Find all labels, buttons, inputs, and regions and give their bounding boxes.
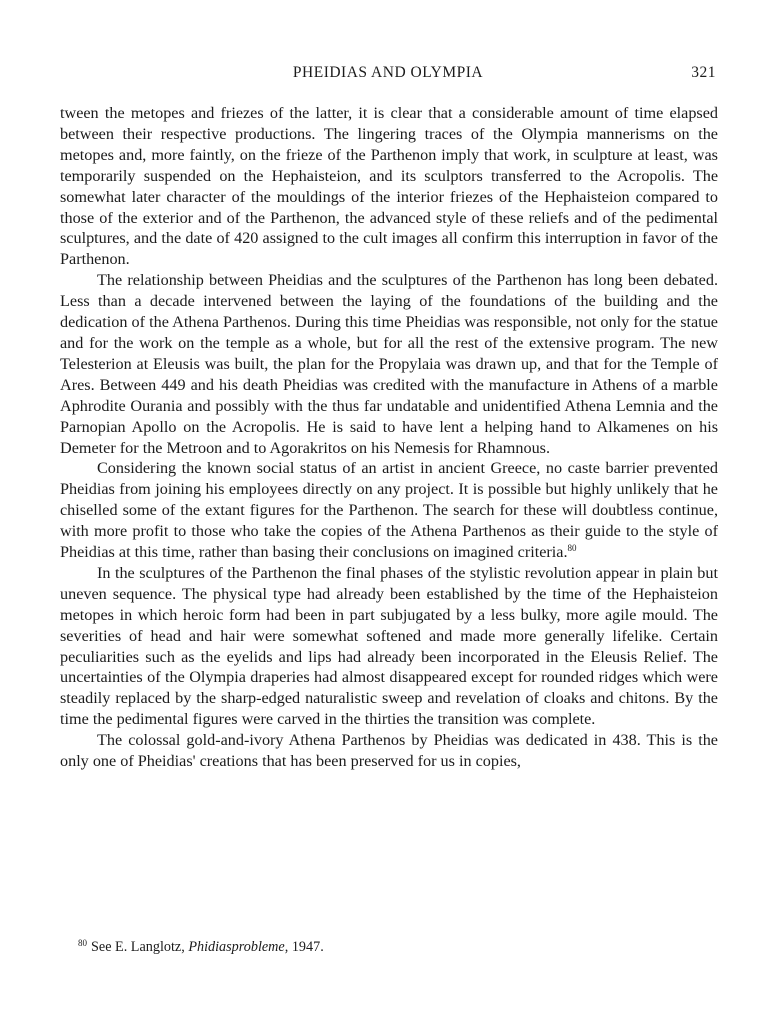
running-title: PHEIDIAS AND OLYMPIA	[292, 64, 484, 81]
footnote-number: 80	[78, 938, 87, 948]
paragraph-2	[60, 270, 718, 458]
paragraph-5	[60, 730, 718, 772]
paragraph-text: Considering the known social status of an artist in ancient Greece, no caste barrier prevented Pheidias from joining his employees directly on any project. It is possible but highly unlikely that he chiselled some of the extant figures for the Parthenon. The search for these will doubtless continue, with more profit to those who take the copies of the Athena Parthenos as their guide to the style of Pheidias at this time, rather than basing their conclusions on imagined criteria.	[60, 459, 718, 562]
footnote-title: Phidiasprobleme	[188, 939, 285, 955]
paragraph-text: The relationship between Pheidias and the sculptures of the Parthenon has long been debated. Less than a decade intervened between the laying of the foundations of the building and the dedication of the Athena Parthenos. During this time Pheidias was responsible, not only for the statue and for the work on the temple as a whole, but for all the rest of the extensive program. The new Telesterion at Eleusis was built, the plan for the Propylaia was drawn up, and that for the Temple of Ares. Between 449 and his death Pheidias was credited with the manufacture in Athens of a marble Aphrodite Ourania and possibly with the thus far undatable and unidentified Athena Lemnia and the Parnopian Apollo on the Acropolis. He is said to have lent a helping hand to Alkamenes on his Demeter for the Metroon and to Agorakritos on his Nemesis for Rhamnous.	[60, 271, 718, 457]
footnote-suffix: , 1947.	[284, 939, 324, 955]
footnote-prefix: See E. Langlotz,	[91, 939, 185, 955]
footnote-reference[interactable]: 80	[567, 543, 577, 554]
body-text	[60, 103, 718, 772]
paragraph-text: The colossal gold-and-ivory Athena Parthenos by Pheidias was dedicated in 438. This is the only one of Pheidias' creations that has been preserved for us in copies,	[60, 731, 718, 771]
paragraph-text: In the sculptures of the Parthenon the final phases of the stylistic revolution appear in plain but uneven sequence. The physical type had already been established by the time of the Hephaisteion metopes in which heroic form had been in part subjugated by a less bulky, more agile mould. The severities of head and hair were somewhat softened and made more generally lifelike. Certain peculiarities such as the eyelids and lips had already been incorporated in the Eleusis Relief. The uncertainties of the Olympia draperies had almost disappeared except for rounded ridges which were steadily replaced by the sharp-edged naturalistic sweep and revelation of cloaks and chitons. By the time the pedimental figures were carved in the thirties the transition was complete.	[60, 563, 718, 729]
paragraph-text: tween the metopes and friezes of the latter, it is clear that a considerable amount of time elapsed between their respective productions. The lingering traces of the Olympia mannerisms on the metopes and, more faintly, on the frieze of the Parthenon imply that work, in sculpture at least, was temporarily suspended on the Hephaisteion, and its sculptors transferred to the Acropolis. The somewhat later character of the mouldings of the interior friezes of the Hephaisteion compared to those of the exterior and of the Parthenon, the advanced style of these reliefs and of the pedimental sculptures, and the date of 420 assigned to the cult images all confirm this interruption in favor of the Parthenon.	[60, 104, 718, 269]
footnote	[78, 934, 718, 956]
paragraph-1	[60, 103, 718, 270]
running-header	[60, 64, 716, 86]
paragraph-3	[60, 458, 718, 563]
paragraph-4	[60, 563, 718, 730]
page-number: 321	[691, 64, 716, 81]
